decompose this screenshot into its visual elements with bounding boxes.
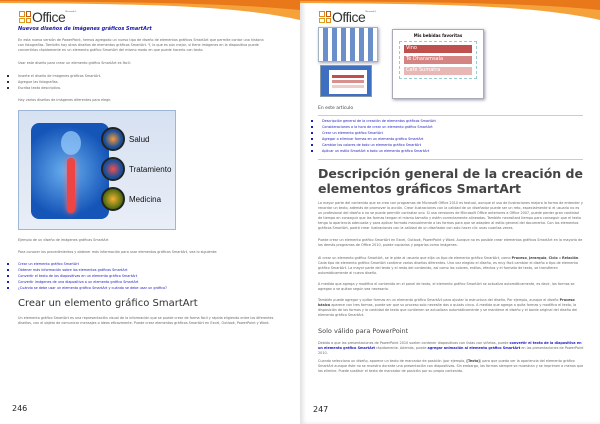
link[interactable]: Convertir imágenes de una diapositiva a un elemento gráfico SmartArt	[0, 279, 167, 285]
divider	[318, 115, 583, 116]
intro-paragraph: En esta nueva versión de PowerPoint, hemos agregado un nuevo tipo de diseño de elementos gráficos SmartArt que permite contar una historia con fotografías. También hay otros diseños de elementos gráficos SmartArt. Y, lo que es aún mejor, si tiene imágenes en la diapositiva puede convertirlas rápidamente en un elemento gráfico SmartArt del mismo modo en que puede hacerlo con texto.	[18, 38, 264, 52]
brain-image	[101, 127, 125, 151]
page-247	[300, 0, 600, 424]
toc-title: En este artículo	[318, 106, 354, 111]
office-logo	[19, 9, 76, 25]
leg-image	[101, 157, 125, 181]
more-paragraph: Para conocer los procedimientos y obtener más información para usar elementos gráficos SmartArt, vea lo siguiente:	[18, 250, 218, 254]
term: Proceso básico	[318, 298, 575, 307]
paragraph	[318, 359, 584, 374]
body-image	[31, 123, 109, 219]
use-paragraph: Usar este diseño para crear un elemento gráfico SmartArt es fácil:	[18, 61, 131, 65]
label-salud: Salud	[129, 135, 150, 144]
section-paragraph: Un elemento gráfico SmartArt es una representación visual de la información que se puede crear de forma fácil y rápida eligiendo entre los diferentes diseños, con el objeto de comunicar mensajes o ideas eficazmente. Puede crear elementos gráficos SmartArt en Excel, Outlook, PowerPoint y Word.	[18, 316, 274, 325]
text: . Cada tipo de elemento gráfico SmartArt contiene varios diseños diferentes. Una vez elegido el diseño, es muy fácil cambiar el diseño o tipo de elemento gráfico SmartArt. La mayor parte del texto y el resto del contenido, así como los colores, estilos, efectos y el formato de texto, se transfieren automáticamente al nuevo diseño.	[318, 256, 580, 275]
shoulder-image	[101, 187, 125, 211]
smartart-preview	[392, 29, 484, 99]
convert-text-link[interactable]: convertir el texto de la diapositiva en un elemento gráfico SmartArt	[318, 341, 582, 350]
link[interactable]: Crear un elemento gráfico SmartArt	[0, 261, 167, 267]
links-list	[0, 261, 167, 291]
label-medicina: Medicina	[129, 195, 162, 204]
smartart-gallery-graphic	[318, 25, 466, 99]
text: Debido a que las presentaciones de PowerPoint 2010 suelen contener diapositivas con listas con viñetas, puede	[318, 341, 510, 345]
text: Al crear un elemento gráfico SmartArt, se le pide al usuario que elija un tipo de elemento gráfico SmartArt, como	[318, 256, 512, 260]
office-logo	[319, 9, 376, 25]
graphic-item: Vino	[404, 45, 472, 53]
paragraph: Puede crear un elemento gráfico SmartArt en Excel, Outlook, PowerPoint y Word. Aunque no es posible crear elementos gráficos SmartArt en la mayoría de los demás programas de Office 2010, puede copiarlos y pegarlos como imágenes.	[318, 238, 583, 247]
steps-list	[0, 73, 101, 91]
term: Proceso	[511, 256, 527, 260]
logo-ms: Microsoft®	[65, 11, 77, 13]
list-item: Agregue las fotografías.	[0, 79, 101, 85]
page-number: 247	[313, 405, 329, 414]
several-paragraph: Hay varios diseños de imágenes diferentes para elegir.	[18, 98, 112, 102]
text: aparece con tres formas, puede ser que su proceso solo necesite dos o quizás cinco. A medida que agrega o quita formas y modifica el texto, la disposición de las formas y la cantidad de texto que contienen se actualizan automáticamente y se mantiene el diseño y el borde original del diseño del elemento gráfico SmartArt.	[318, 303, 578, 317]
page-number: 246	[12, 404, 28, 413]
list-item: Inserte el diseño de imágenes gráficas SmartArt.	[0, 73, 101, 79]
toc-link[interactable]: Descripción general de la creación de elementos gráficos SmartArt	[304, 118, 436, 124]
graphic-title: Mis bebidas favoritas	[413, 33, 463, 38]
paragraph: A medida que agrega y modifica el contenido en el panel de texto, el elemento gráfico SmartArt se actualiza automáticamente, es decir, las formas se agregan o se quitan según sea necesario.	[318, 282, 575, 291]
toc-list	[304, 118, 436, 154]
graphic-item: Té Dharamsala	[404, 56, 472, 64]
add-animation-link[interactable]: agregar animación al elemento gráfico SmartArt	[427, 346, 521, 350]
toc-link[interactable]: Cambiar los colores de todo un elemento gráfico SmartArt	[304, 142, 436, 148]
graphic-item: Café Sumatra	[404, 67, 472, 75]
paragraph	[318, 298, 584, 318]
section-heading: Descripción general de la creación de elementos gráficos SmartArt	[318, 166, 583, 196]
toc-link[interactable]: Crear un elemento gráfico SmartArt	[304, 130, 436, 136]
page-title: Nuevos diseños de imágenes gráficos SmartArt	[18, 26, 152, 32]
office-logo-icon	[319, 11, 331, 23]
layout-gallery	[318, 27, 378, 62]
office-logo-icon	[19, 11, 31, 23]
list-item: Escriba texto descriptivo.	[0, 85, 101, 91]
paragraph: Al crear un elemento gráfico SmartArt, se le pide al usuario que elija un tipo de elemento gráfico SmartArt, como Proceso, Jerarquía, Ciclo o Relación. Cada tipo de elemento gráfico SmartArt contiene varios diseños diferentes. Una vez elegido el diseño, es muy fácil cambiar el diseño o tipo de elemento gráfico SmartArt. La mayor parte del texto y el resto del contenido, así como los colores, estilos, efectos y el formato de texto, se transfieren automáticamente al nuevo diseño.	[318, 256, 580, 275]
toc-link[interactable]: Consideraciones a la hora de crear un elemento gráfico SmartArt	[304, 124, 436, 130]
term: [Texto]	[466, 359, 480, 363]
paragraph	[318, 341, 584, 356]
term: Jerarquía	[528, 256, 547, 260]
text: rápidamente. Además, puede	[375, 346, 428, 350]
logo-word: Office	[332, 9, 366, 25]
logo-ms: Microsoft®	[365, 11, 377, 13]
subheading: Solo válido para PowerPoint	[318, 327, 409, 335]
text: También puede agregar y quitar formas en un elemento gráfico SmartArt para ajustar la estructura del diseño. Por ejemplo, aunque el diseño	[318, 298, 560, 302]
small-preview	[320, 65, 372, 97]
section-heading: Crear un elemento gráfico SmartArt	[18, 298, 198, 309]
link[interactable]: ¿Cuándo se debe usar un elemento gráfico SmartArt y cuándo se debe usar un gráfico?	[0, 285, 167, 291]
toc-link[interactable]: Agregar o eliminar formas en un elemento gráfico SmartArt	[304, 136, 436, 142]
link[interactable]: Obtener más información sobre los elementos gráficos SmartArt	[0, 267, 167, 273]
image-caption: Ejemplo de un diseño de imágenes gráficas SmartArt	[18, 238, 109, 242]
label-tratamiento: Tratamiento	[129, 165, 172, 174]
text: Cuando selecciona un diseño, aparece un texto de marcador de posición (por ejemplo,	[318, 359, 467, 363]
text: en las presentaciones de PowerPoint 2010.	[318, 346, 584, 355]
smartart-picture-example	[18, 110, 176, 230]
term: Ciclo	[548, 256, 558, 260]
link[interactable]: Convertir el texto de las diapositivas en un elemento gráfico SmartArt	[0, 273, 167, 279]
term: Relación	[562, 256, 579, 260]
paragraph: La mayor parte del contenido que se crea con programas de Microsoft Office 2010 es textual, aunque el uso de ilustraciones mejora la forma de entender y recordar un texto, además de promover la acción. Crear ilustraciones con la calidad de un diseñador puede ser un reto, especialmente si el usuario no es un profesional del diseño o no se puede permitir contratar uno. Si usa versiones de Microsoft Office anteriores a Office 2007, puede perder gran cantidad de tiempo en conseguir que las formas tengan el mismo tamaño y estén correctamente alineadas. También necesitará tiempo para conseguir que el texto tenga la apariencia adecuada y para aplicar formato manualmente a las formas para que se adapten al estilo general del documento. Con los elementos gráficos SmartArt, podrá crear ilustraciones con la calidad de un diseñador con solo hacer clic unas cuantas veces.	[318, 201, 583, 230]
divider	[318, 159, 583, 160]
logo-word: Office	[32, 9, 66, 25]
toc-link[interactable]: Aplicar un estilo SmartArt a todo un elemento gráfico SmartArt	[304, 148, 436, 154]
text: ) para que pueda ver la apariencia del elemento gráfico SmartArt aunque éste no se muestra durante una presentación con diapositivas. Sin embargo, las formas siempre se muestran y se imprimen a menos que las elimine. Puede sustituir el texto de marcador de posición por su propio contenido.	[318, 359, 584, 373]
